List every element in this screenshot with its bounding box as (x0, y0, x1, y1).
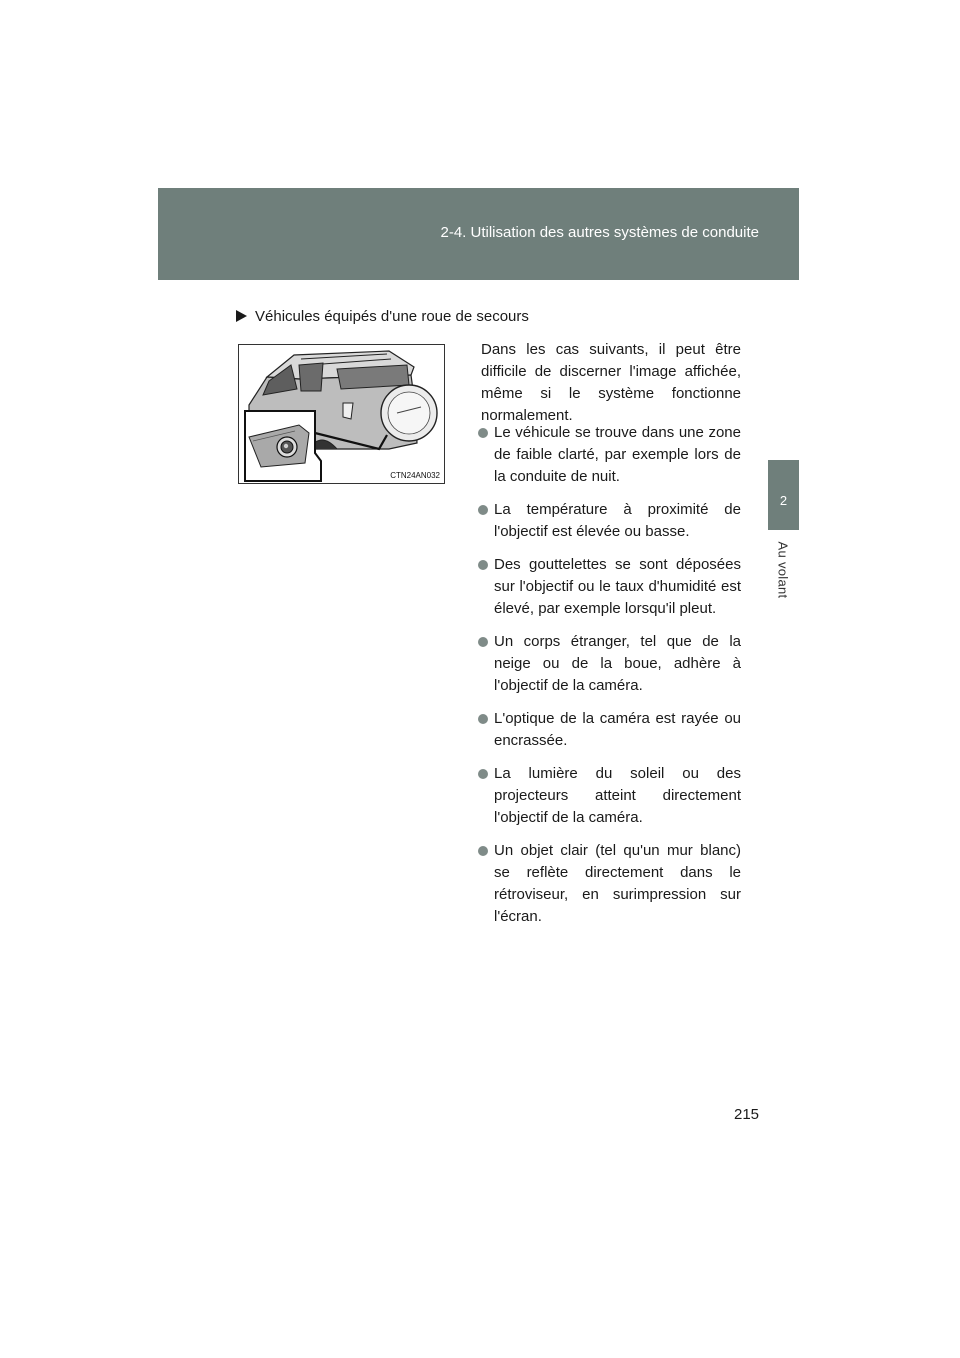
list-item-text: Un objet clair (tel qu'un mur blanc) se reflète directement dans le rétroviseur, en surimpression sur l'écran. (494, 842, 741, 925)
list-item (477, 499, 741, 543)
list-item-text: Un corps étranger, tel que de la neige ou de la boue, adhère à l'objectif de la caméra. (494, 633, 741, 694)
chapter-label: Au volant (775, 541, 791, 599)
list-item-text: Des gouttelettes se sont déposées sur l'objectif ou le taux d'humidité est élevé, par exemple lorsqu'il pleut. (494, 556, 741, 617)
list-item-text: La lumière du soleil ou des projecteurs atteint directement l'objectif de la caméra. (494, 765, 741, 826)
chapter-tab (768, 460, 799, 530)
intro-paragraph: Dans les cas suivants, il peut être difficile de discerner l'image affichée, même si le système fonctionne normalement. (481, 341, 741, 424)
bullet-dot-icon (478, 714, 488, 724)
bullet-dot-icon (478, 769, 488, 779)
triangle-bullet-icon (236, 310, 247, 322)
chapter-number: 2 (779, 493, 788, 508)
section-title: 2-4. Utilisation des autres systèmes de conduite (440, 224, 759, 241)
bullet-dot-icon (478, 846, 488, 856)
list-item (477, 422, 741, 488)
list-item-text: L'optique de la caméra est rayée ou encrassée. (494, 710, 741, 749)
list-item (477, 631, 741, 697)
car-rear-camera-illustration (239, 345, 444, 483)
figure-code: CTN24AN032 (390, 471, 440, 480)
rear-camera-figure (238, 344, 445, 484)
list-item (477, 763, 741, 829)
page-number: 215 (734, 1106, 760, 1123)
bullet-dot-icon (478, 637, 488, 647)
list-item (477, 840, 741, 928)
condition-list (477, 422, 741, 939)
section-heading-text: Véhicules équipés d'une roue de secours (255, 308, 529, 325)
list-item-text: La température à proximité de l'objectif est élevée ou basse. (494, 501, 741, 540)
list-item-text: Le véhicule se trouve dans une zone de faible clarté, par exemple lors de la conduite de nuit. (494, 424, 741, 485)
bullet-dot-icon (478, 560, 488, 570)
section-heading (236, 308, 529, 325)
header-band (158, 188, 799, 280)
list-item (477, 708, 741, 752)
list-item (477, 554, 741, 620)
bullet-dot-icon (478, 428, 488, 438)
bullet-dot-icon (478, 505, 488, 515)
